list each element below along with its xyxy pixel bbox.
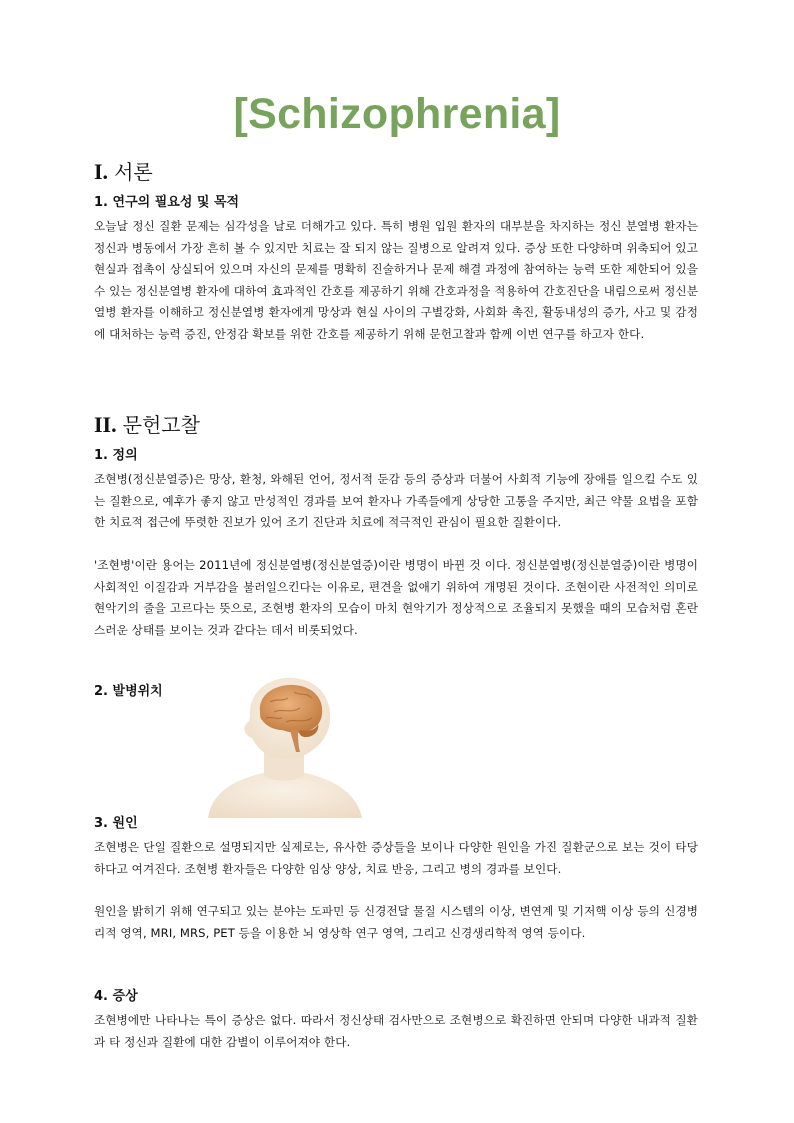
subsection-heading-symptoms: 4. 증상	[94, 989, 138, 1004]
section-heading-literature-review	[94, 411, 200, 439]
paragraph-purpose: 오늘날 정신 질환 문제는 심각성을 날로 더해가고 있다. 특히 병원 입원 환자의 대부분을 차지하는 정신 분열병 환자는 정신과 병동에서 가장 흔히 볼 수 있지만 치료는 잘 되지 않는 질병으로 알려져 있다. 증상 또한 다양하며 위축되어 있고 현실과 접촉이 상실되어 있으며 자신의 문제를 명확히 진술하거나 문제 해결 과정에 참여하는 능력 또한 제한되어 있을 수 있는 정신분열병 환자에 대하여 효과적인 간호를 제공하기 위해 간호과정을 적용하여 간호진단을 내림으로써 정신분열병 환자를 이해하고 정신분열병 환자에게 망상과 현실 사이의 구별강화, 사회화 촉진, 활동내성의 증가, 사고 및 감정에 대처하는 능력 증진, 안정감 확보를 위한 간호를 제공하기 위해 문헌고찰과 함께 이번 연구를 하고자 한다.	[94, 219, 698, 341]
subsection-heading-purpose: 1. 연구의 필요성 및 목적	[94, 195, 240, 210]
paragraph-cause-2: 원인을 밝히기 위해 연구되고 있는 분야는 도파민 등 신경전달 물질 시스템의 이상, 변연계 및 기저핵 이상 등의 신경병리적 영역, MRI, MRS, PET 등을 이용한 뇌 영상학 연구 영역, 그리고 신경생리학적 영역 등이다.	[94, 904, 698, 940]
subsection-heading-cause: 3. 원인	[94, 816, 138, 831]
section-number: I.	[94, 159, 109, 184]
subsection-heading-definition: 1. 정의	[94, 448, 138, 463]
brain-head-silhouette-icon	[190, 672, 380, 818]
paragraph-definition-1: 조현병(정신분열증)은 망상, 환청, 와해된 언어, 정서적 둔감 등의 증상과 더불어 사회적 기능에 장애를 일으킬 수도 있는 질환으로, 예후가 좋지 않고 만성적인 경과를 보여 환자나 가족들에게 상당한 고통을 주지만, 최근 약물 요법을 포함한 치료적 접근에 뚜렷한 진보가 있어 조기 진단과 치료에 적극적인 관심이 필요한 질환이다.	[94, 472, 698, 529]
paragraph-definition-2: '조현병'이란 용어는 2011년에 정신분열병(정신분열증)이란 병명이 바뀐 것 이다. 정신분열병(정신분열증)이란 병명이 사회적인 이질감과 거부감을 불러일으킨다는 이유로, 편견을 없애기 위하여 개명된 것이다. 조현이란 사전적인 의미로 현악기의 줄을 고르다는 뜻으로, 조현병 환자의 모습이 마치 현악기가 정상적으로 조율되지 못했을 때의 모습처럼 혼란스러운 상태를 보이는 것과 같다는 데서 비롯되었다.	[94, 558, 698, 637]
paragraph-cause-1: 조현병은 단일 질환으로 설명되지만 실제로는, 유사한 증상들을 보이나 다양한 원인을 가진 질환군으로 보는 것이 타당하다고 여겨진다. 조현병 환자들은 다양한 임상 양상, 치료 반응, 그리고 병의 경과를 보인다.	[94, 840, 698, 876]
paragraph-symptoms: 조현병에만 나타나는 특이 증상은 없다. 따라서 정신상태 검사만으로 조현병으로 확진하면 안되며 다양한 내과적 질환과 타 정신과 질환에 대한 감별이 이루어져야 한다.	[94, 1013, 698, 1049]
section-number: II.	[94, 412, 117, 437]
section-title: 서론	[114, 160, 153, 184]
section-heading-introduction	[94, 158, 153, 186]
section-title: 문헌고찰	[122, 413, 200, 437]
document-title: [Schizophrenia]	[233, 90, 561, 138]
brain-figure	[190, 672, 380, 818]
subsection-heading-location: 2. 발병위치	[94, 684, 163, 699]
